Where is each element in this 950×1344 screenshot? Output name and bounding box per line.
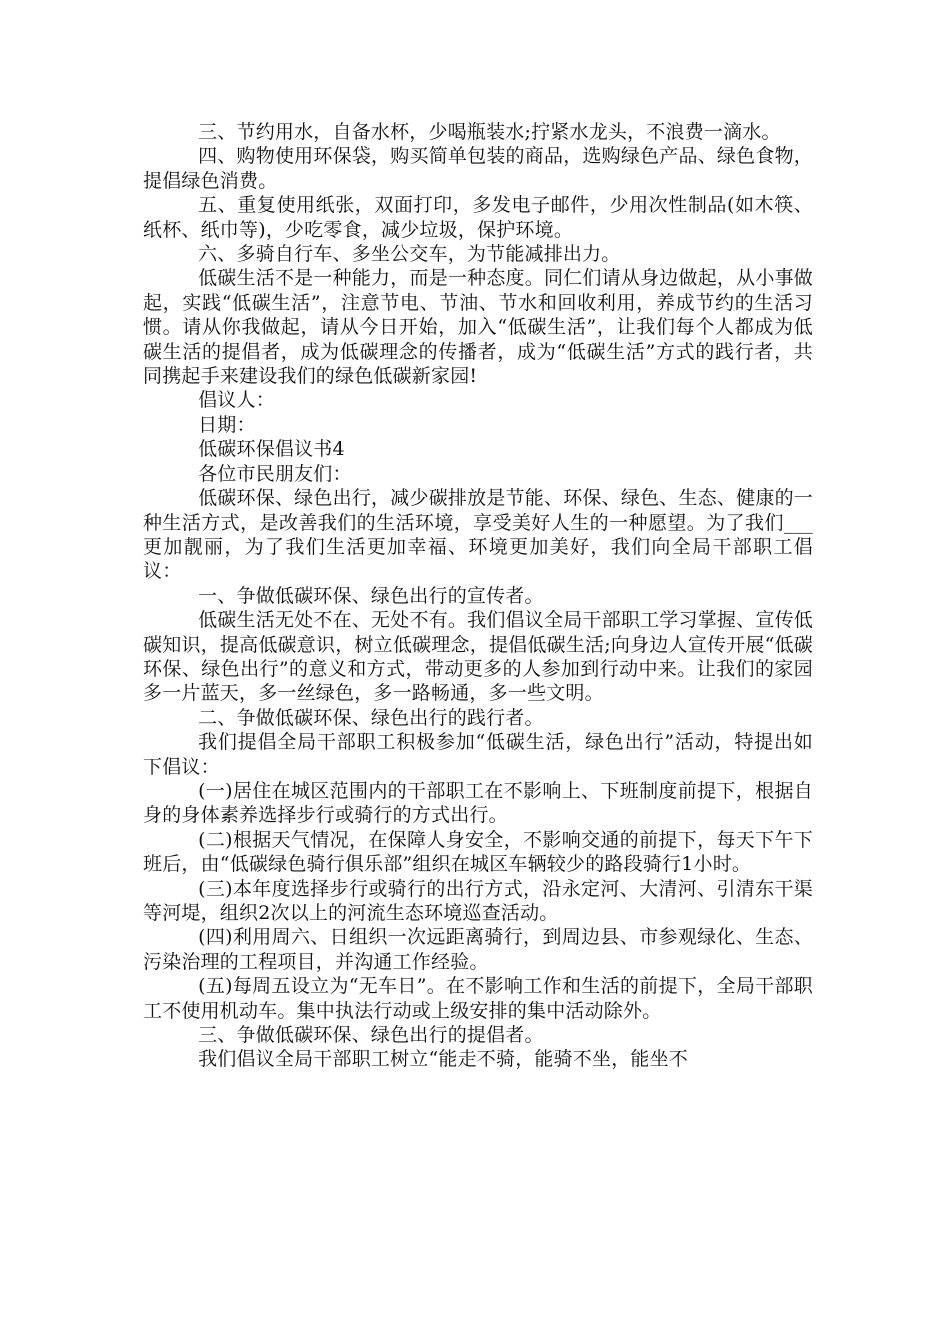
paragraph-low-carbon-attitude: 低碳生活不是一种能力，而是一种态度。同仁们请从身边做起，从小事做起，实践“低碳生活”，注意节电、节油、节水和回收利用，养成节约的生活习惯。请从你我做起，请从今日开始，加入“低碳生活”，让我们每个人都成为低碳生活的提倡者，成为低碳理念的传播者，成为“低碳生活”方式的践行者，共同携起手来建设我们的绿色低碳新家园! xyxy=(143,267,813,388)
heading-promoter: 一、争做低碳环保、绿色出行的宣传者。 xyxy=(198,584,544,607)
document-body xyxy=(143,120,813,1072)
paragraph-eco-shopping: 四、购物使用环保袋，购买简单包装的商品，选购绿色产品、绿色食物，提倡绿色消费。 xyxy=(143,145,813,192)
date-line: 日期： xyxy=(198,413,256,436)
section-title: 低碳环保倡议书4 xyxy=(198,438,345,461)
list-item-3: (三)本年度选择步行或骑行的出行方式，沿永定河、大清河、引清东干渠等河堤，组织2次以上的河流生态环境巡查活动。 xyxy=(143,877,813,924)
salutation: 各位市民朋友们： xyxy=(198,462,352,485)
paragraph-water-saving: 三、节约用水，自备水杯，少喝瓶装水;拧紧水龙头，不浪费一滴水。 xyxy=(198,121,781,143)
paragraph-cycling-transit: 六、多骑自行车、多坐公交车，为节能减排出力。 xyxy=(198,243,621,266)
list-item-1: (一)居住在城区范围内的干部职工在不影响上、下班制度前提下，根据自身的身体素养选择步行或骑行的方式出行。 xyxy=(143,779,813,827)
initiator-line: 倡议人： xyxy=(198,389,275,412)
paragraph-practitioner-intro: 我们提倡全局干部职工积极参加“低碳生活，绿色出行”活动，特提出如下倡议： xyxy=(143,731,813,778)
heading-advocate: 三、争做低碳环保、绿色出行的提倡者。 xyxy=(198,1024,544,1047)
list-item-5: (五)每周五设立为“无车日”。在不影响工作和生活的前提下，全局干部职工不使用机动车。集中执法行动或上级安排的集中活动除外。 xyxy=(143,975,813,1022)
paragraph-paper-reuse: 五、重复使用纸张，双面打印，多发电子邮件，少用次性制品(如木筷、纸杯、纸巾等)，少吃零食，减少垃圾，保护环境。 xyxy=(143,194,813,241)
paragraph-promoter: 低碳生活无处不在、无处不有。我们倡议全局干部职工学习掌握、宣传低碳知识，提高低碳意识，树立低碳理念，提倡低碳生活;向身边人宣传开展“低碳环保、绿色出行”的意义和方式，带动更多的人参加到行动中来。让我们的家园多一片蓝天，多一丝绿色，多一路畅通，多一些文明。 xyxy=(143,609,813,705)
heading-practitioner: 二、争做低碳环保、绿色出行的践行者。 xyxy=(198,706,544,729)
list-item-4: (四)利用周六、日组织一次远距离骑行，到周边县、市参观绿化、生态、污染治理的工程项目，并沟通工作经验。 xyxy=(143,926,813,973)
paragraph-intro: 低碳环保、绿色出行，减少碳排放是节能、环保、绿色、生态、健康的一种生活方式，是改善我们的生活环境，享受美好人生的一种愿望。为了我们___更加靓丽，为了我们生活更加幸福、环境更加美好，我们向全局干部职工倡议： xyxy=(143,487,813,583)
list-item-2: (二)根据天气情况，在保障人身安全，不影响交通的前提下，每天下午下班后，由“低碳绿色骑行俱乐部”组织在城区车辆较少的路段骑行1小时。 xyxy=(143,828,813,876)
paragraph-advocate-start: 我们倡议全局干部职工树立“能走不骑，能骑不坐，能坐不 xyxy=(198,1048,689,1071)
